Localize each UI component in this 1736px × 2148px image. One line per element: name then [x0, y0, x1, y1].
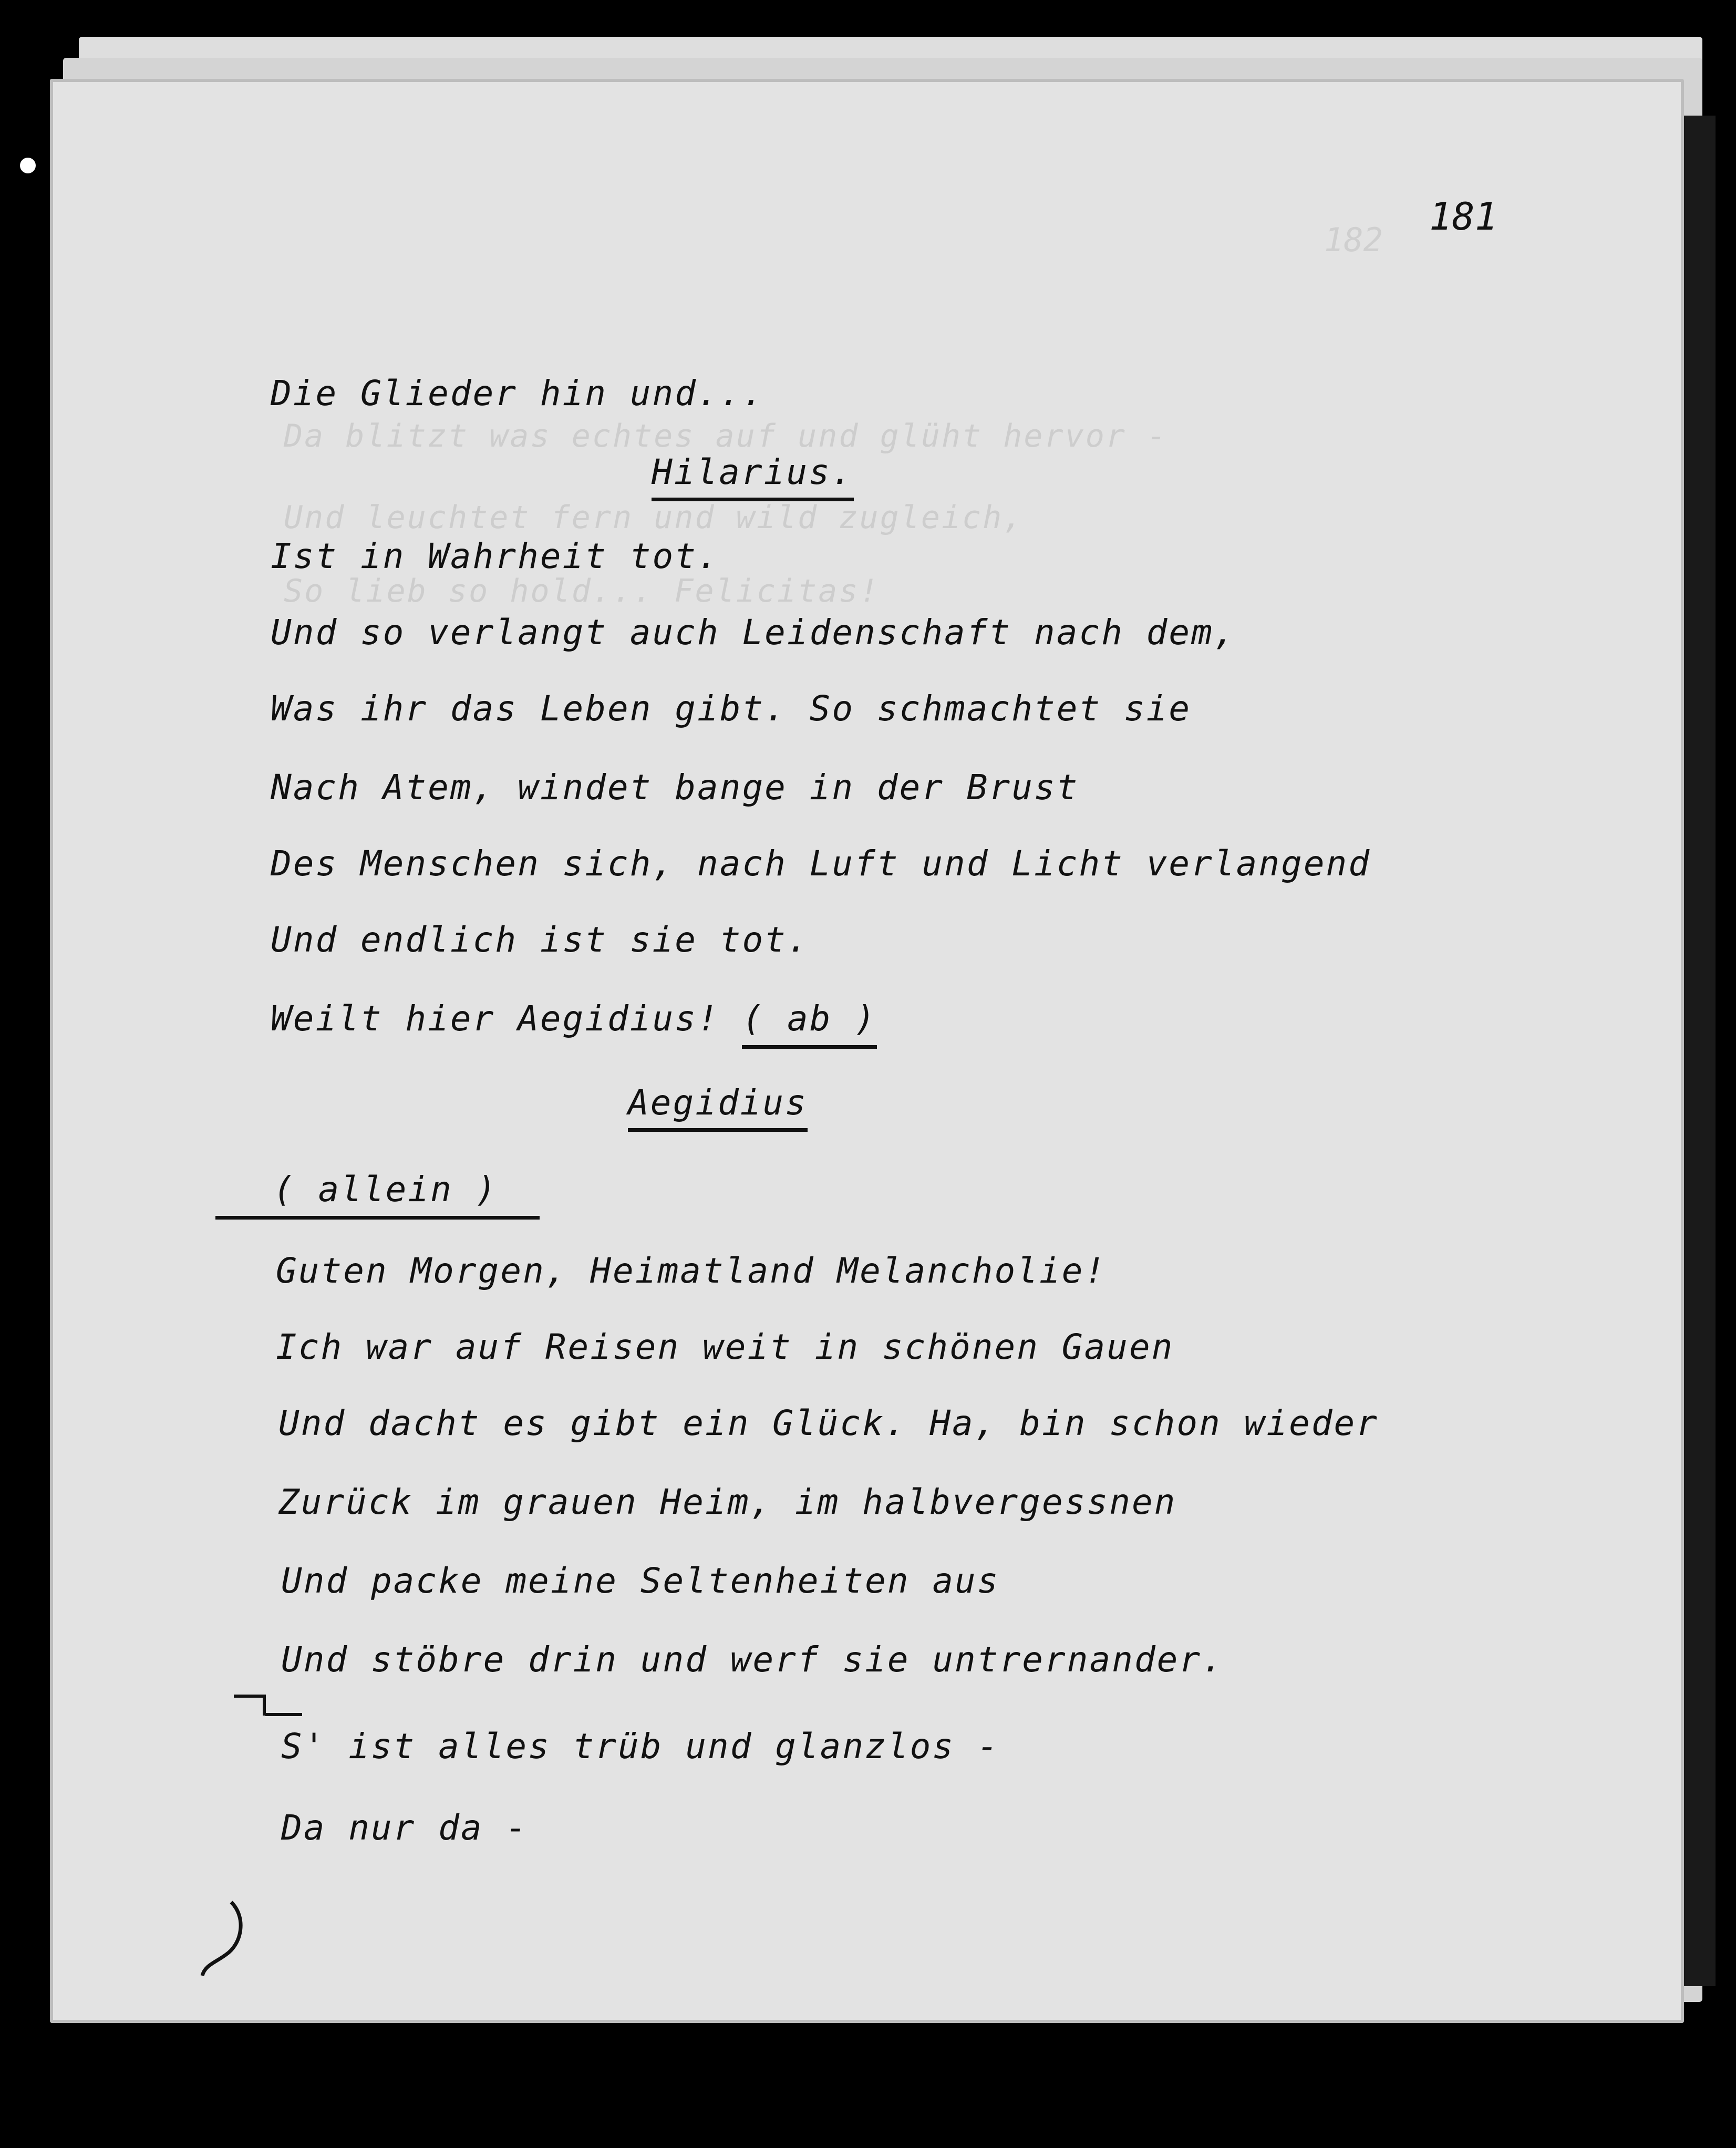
page-edge-shadow [1684, 116, 1716, 1986]
stage-direction: ( allein ) [215, 1169, 540, 1220]
verse-line: Was ihr das Leben gibt. So schmachtet sie [271, 688, 1192, 729]
pencil-mark [265, 1713, 302, 1716]
page-number: 181 [1429, 194, 1498, 239]
verse-line: Und packe meine Seltenheiten aus [281, 1561, 1000, 1601]
stage-direction: ( ab ) [742, 998, 876, 1049]
stage-direction-line [273, 1169, 540, 1210]
speaker-name: Aegidius [628, 1082, 808, 1132]
verse-line: Und stöbre drin und werf sie untrernander. [281, 1639, 1224, 1680]
verse-line: Und dacht es gibt ein Glück. Ha, bin schon wieder [278, 1403, 1379, 1443]
bleed-through-line: Und leuchtet fern und wild zugleich, [284, 499, 1024, 536]
speaker-name: Hilarius. [652, 452, 854, 501]
verse-line: Und endlich ist sie tot. [271, 920, 810, 960]
verse-line: Da nur da - [281, 1808, 529, 1848]
verse-line: Ist in Wahrheit tot. [271, 536, 720, 576]
verse-line: Des Menschen sich, nach Luft und Licht verlangend [271, 843, 1371, 884]
bleed-through-line: So lieb so hold... Felicitas! [284, 573, 880, 610]
bleed-through-page-number: 182 [1324, 221, 1383, 259]
verse-line: Und so verlangt auch Leidenschaft nach dem, [271, 612, 1236, 653]
verse-line: Zurück im grauen Heim, im halbvergessnen [278, 1482, 1177, 1522]
pencil-mark [263, 1695, 266, 1716]
verse-line: S' ist alles trüb und glanzlos - [281, 1726, 1000, 1767]
verse-line: Die Glieder hin und... [271, 373, 765, 414]
verse-line-with-direction [271, 998, 877, 1039]
scan-speck [20, 158, 36, 173]
verse-line: Guten Morgen, Heimatland Melancholie! [276, 1251, 1107, 1291]
verse-line: Nach Atem, windet bange in der Brust [271, 767, 1079, 808]
pencil-mark [234, 1695, 265, 1698]
verse-text: Weilt hier Aegidius! [271, 998, 720, 1039]
pencil-squiggle [194, 1897, 257, 1981]
bleed-through-line: Da blitzt was echtes auf und glüht hervor - [284, 418, 1168, 455]
verse-line: Ich war auf Reisen weit in schönen Gauen [276, 1327, 1174, 1367]
